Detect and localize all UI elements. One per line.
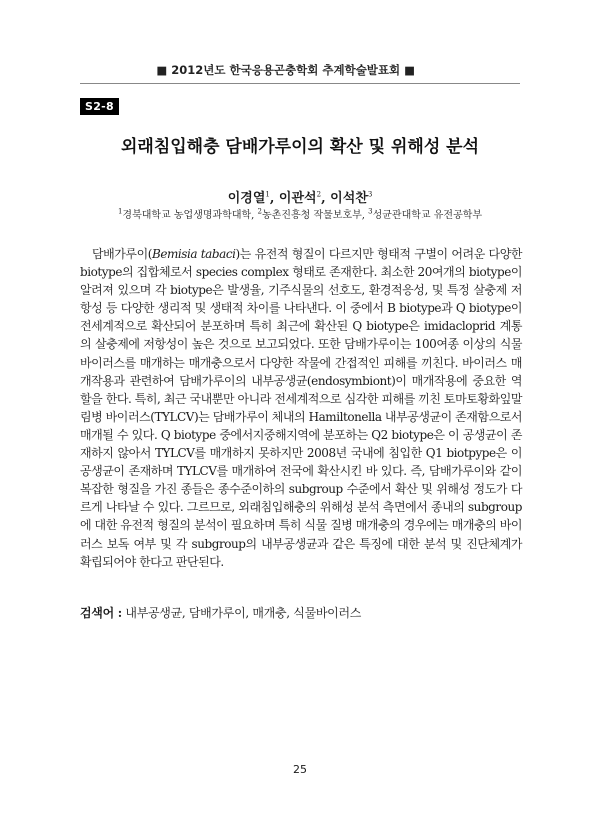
affiliation-list	[80, 206, 520, 221]
session-code-badge: S2-8	[80, 98, 119, 115]
affiliation-mark: 1	[117, 207, 123, 216]
author-name: 이관석	[278, 191, 317, 206]
page-number: 25	[293, 763, 307, 776]
paper-title: 외래침입해충 담배가루이의 확산 및 위해성 분석	[120, 137, 480, 157]
affiliation-mark: 2	[257, 207, 262, 216]
abstract-body	[80, 245, 522, 571]
affiliation: 농촌진흥청 작물보호부,	[262, 210, 369, 221]
affiliation: 경북대학교 농업생명과학대학,	[122, 210, 258, 221]
species-name: Bemisia tabaci	[151, 247, 236, 261]
author-separator: ,	[321, 191, 331, 206]
keywords-text: 내부공생균, 담배가루이, 매개충, 식물바이러스	[121, 606, 362, 620]
author-affiliation-mark: 3	[367, 190, 373, 199]
running-header: ■ 2012년도 한국응용곤충학회 추계학술발표회 ■	[156, 63, 415, 77]
keywords	[80, 604, 522, 621]
header-divider	[80, 83, 520, 84]
affiliation: 성균관대학교 유전공학부	[372, 210, 483, 221]
abstract-text: )는 유전적 형질이 다르지만 형태적 구별이 어려운 다양한 biotype의 집합체로서 species complex 형태로 존재한다. 최소한 20여개의 biotype이 알려져 있으며 각 biotype은 발생율, 기주식물의 선호도, 환경적응성, 및 특정 살충제 저항성 등 다양한 생리적 및 생태적 차이를 나타낸다. 이 중에서 B biotype과 Q biotype이 전세계적으로 확산되어 분포하며 특히 최근에 확산된 Q biotype은 imidacloprid 계통의 살충제에 저항성이 높은 것으로 보고되었다. 또한 담배가루이는 100여종 이상의 식물바이러스를 매개하는 매개충으로서 다양한 작물에 간접적인 피해를 끼친다. 바이러스 매개작용과 관련하여 담배가루이의 내부공생균(endosymbiont)이 매개작용에 중요한 역할을 한다. 특히, 최근 국내뿐만 아니라 전세계적으로 심각한 피해를 끼친 토마토황화잎말림병 바이러스(TYLCV)는 담배가루이 체내의 Hamiltonella 내부공생균이 존재함으로서 매개될 수 있다. Q biotype 중에서지중해지역에 분포하는 Q2 biotype은 이 공생균이 존재하지 않아서 TYLCV를 매개하지 못하지만 2008년 국내에 침입한 Q1 biotpype은 이 공생균이 존재하며 TYLCV를 매개하여 전국에 확산시킨 바 있다. 즉, 담배가루이와 같이 복잡한 형질을 가진 종들은 종수준이하의 subgroup 수준에서 확산 및 위해성 정도가 다르게 나타날 수 있다. 그르므로, 외래침입해충의 위해성 분석 측면에서 종내의 subgroup에 대한 유전적 형질의 분석이 필요하며 특히 식물 질병 매개충의 경우에는 매개충의 바이러스 보독 여부 및 각 subgroup의 내부공생균과 같은 특징에 대한 분석 및 진단체계가 확립되어야 한다고 판단된다.	[80, 247, 522, 569]
author-affiliation-mark: 2	[316, 190, 322, 199]
author-affiliation-mark: 1	[265, 190, 270, 199]
author-name: 이석찬	[330, 191, 368, 206]
author-list	[80, 187, 520, 206]
affiliation-mark: 3	[368, 207, 373, 216]
author-name: 이경열	[227, 191, 266, 206]
author-separator: ,	[269, 191, 279, 206]
abstract-text: 담배가루이(	[92, 247, 152, 261]
keywords-label: 검색어 :	[80, 606, 122, 620]
